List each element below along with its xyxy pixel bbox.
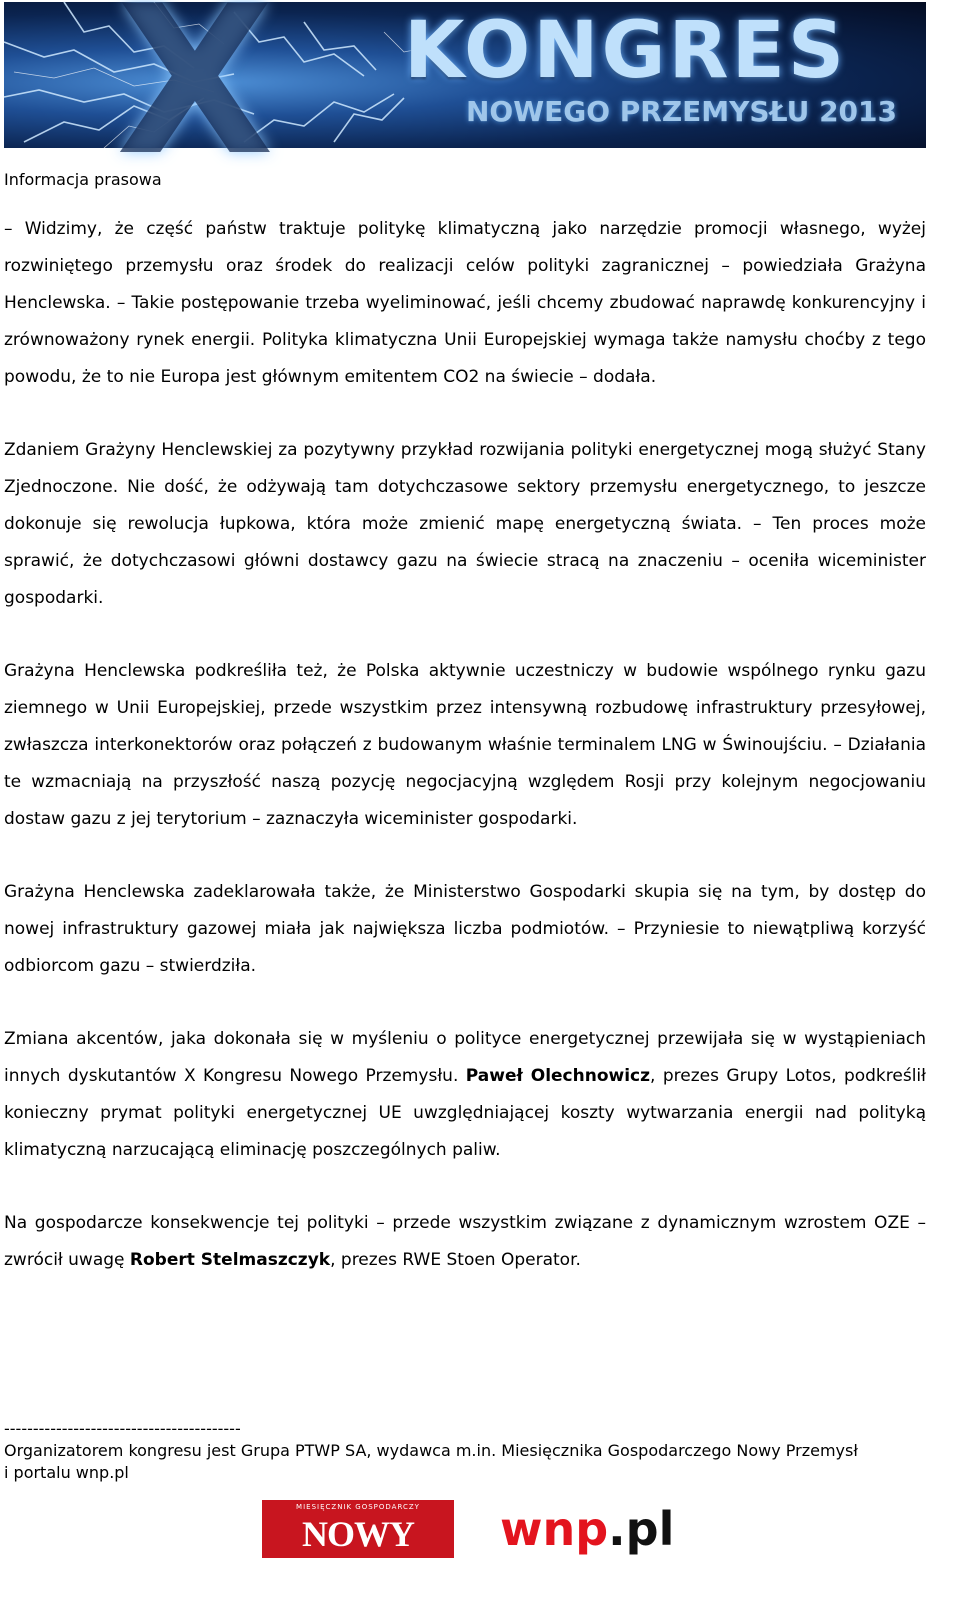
paragraph-text: Grażyna Henclewska podkreśliła też, że Polska aktywnie uczestniczy w budowie wspólnego rynku gazu ziemnego w Unii Europejskiej, przede wszystkim przez intensywną rozbudowę infrastruktury przesyłowej, zwłaszcza interkonektorów oraz połączeń z budowanym właśnie terminalem LNG w Świnoujściu. – Działania te wzmacniają na przyszłość naszą pozycję negocjacyjną względem Rosji przy kolejnym negocjowaniu dostaw gazu z jej terytorium – zaznaczyła wiceminister gospodarki.	[4, 661, 926, 829]
paragraph-text: , prezes Grupy Lotos, podkreślił konieczny prymat polityki energetycznej UE uwzględniającej koszty wytwarzania energii nad polityką klimatyczną narzucającą eliminację poszczególnych paliw.	[4, 1066, 926, 1160]
paragraph-text: – Widzimy, że część państw traktuje politykę klimatyczną jako narzędzie promocji własnego, wyżej rozwiniętego przemysłu oraz środek do realizacji celów polityki zagranicznej – powiedziała Grażyna Henclewska. – Takie postępowanie trzeba wyeliminować, jeśli chcemy zbudować naprawdę konkurencyjny i zrównoważony rynek energii. Polityka klimatyczna Unii Europejskiej wymaga także namysłu choćby z tego powodu, że to nie Europa jest głównym emitentem CO2 na świecie – dodała.	[4, 219, 926, 387]
banner-subtitle: NOWEGO PRZEMYSŁU 2013	[466, 95, 897, 128]
person-name: Paweł Olechnowicz	[465, 1066, 651, 1086]
paragraph-text: Grażyna Henclewska zadeklarowała także, że Ministerstwo Gospodarki skupia się na tym, by dostęp do nowej infrastruktury gazowej miała jak największa liczba podmiotów. – Przyniesie to niewątpliwą korzyść odbiorcom gazu – stwierdziła.	[4, 882, 926, 976]
footer-line-2: i portalu wnp.pl	[4, 1463, 129, 1482]
article-paragraph	[4, 432, 926, 617]
paragraph-text: , prezes RWE Stoen Operator.	[330, 1250, 581, 1270]
paragraph-text: Zmiana akcentów, jaka dokonała się w myśleniu o polityce energetycznej przewijała się w wystąpieniach innych dyskutantów X Kongresu Nowego Przemysłu.	[4, 1029, 926, 1086]
nowy-przemysl-logo-top: MIESIĘCZNIK GOSPODARCZY	[296, 1503, 420, 1511]
article-paragraph	[4, 653, 926, 838]
person-name: Robert Stelmaszczyk	[129, 1250, 331, 1270]
footer-line-1: Organizatorem kongresu jest Grupa PTWP SA, wydawca m.in. Miesięcznika Gospodarczego Nowy Przemysł	[4, 1441, 858, 1460]
wnp-logo-black: .pl	[608, 1502, 675, 1556]
nowy-przemysl-logo-main: NOWY PRZEMYSŁ	[262, 1514, 455, 1594]
nowy-przemysl-logo	[262, 1500, 455, 1594]
article-body	[4, 211, 926, 1315]
wnp-logo	[500, 1500, 674, 1558]
banner-title: KONGRES	[404, 6, 848, 96]
roman-numeral-x: X	[116, 0, 275, 201]
wnp-logo-red: wnp	[500, 1502, 609, 1556]
footer-separator: -----------------------------------------	[4, 1419, 241, 1438]
article-paragraph	[4, 874, 926, 985]
document-label: Informacja prasowa	[4, 170, 162, 189]
article-paragraph	[4, 1021, 926, 1169]
paragraph-text: Na gospodarcze konsekwencje tej polityki – przede wszystkim związane z dynamicznym wzrostem OZE – zwrócił uwagę	[4, 1213, 926, 1270]
paragraph-text: Zdaniem Grażyny Henclewskiej za pozytywny przykład rozwijania polityki energetycznej mogą służyć Stany Zjednoczone. Nie dość, że odżywają tam dotychczasowe sektory przemysłu energetycznego, to jeszcze dokonuje się rewolucja łupkowa, która może zmienić mapę energetyczną świata. – Ten proces może sprawić, że dotychczasowi główni dostawcy gazu na świecie stracą na znaczeniu – oceniła wiceminister gospodarki.	[4, 440, 926, 608]
article-paragraph	[4, 211, 926, 396]
article-paragraph	[4, 1205, 926, 1279]
footer-note	[4, 1418, 904, 1484]
